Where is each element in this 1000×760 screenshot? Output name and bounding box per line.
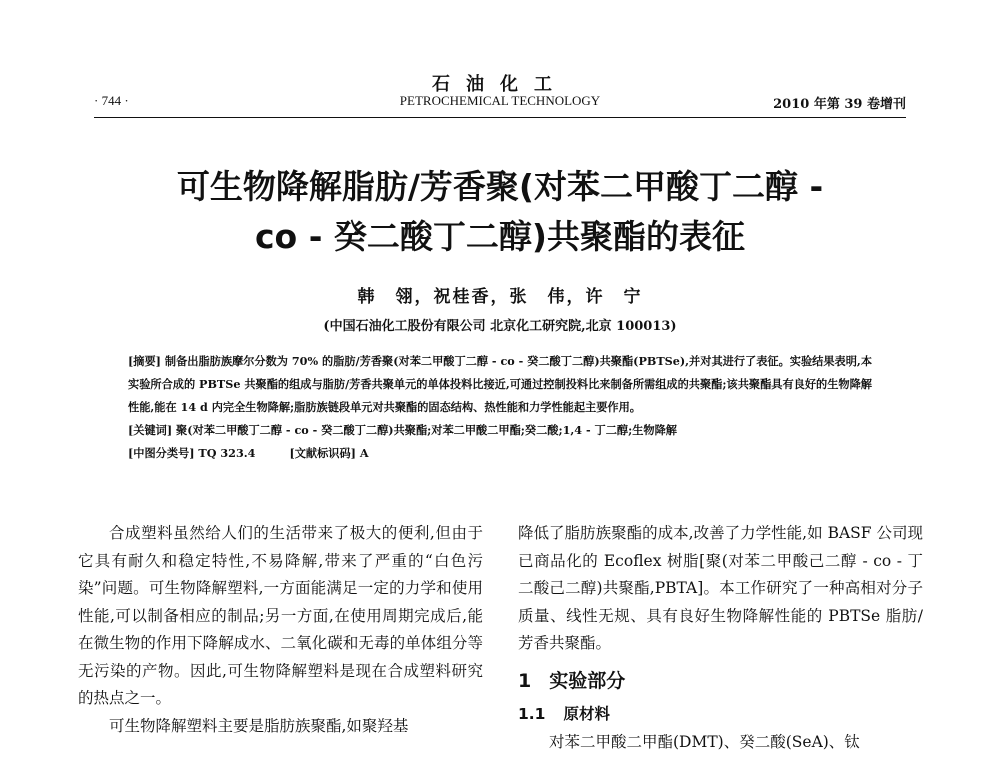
body-paragraph: 对苯二甲酸二甲酯(DMT)、癸二酸(SeA)、钛 <box>549 732 860 751</box>
abstract <box>128 350 872 419</box>
journal-title-en: PETROCHEMICAL TECHNOLOGY <box>399 93 601 108</box>
header-rule <box>94 117 906 118</box>
doccode-text: A <box>355 446 369 460</box>
subsection-title: 原材料 <box>563 705 610 723</box>
title-line-1: 可生物降解脂肪/芳香聚(对苯二甲酸丁二醇 - <box>176 167 824 206</box>
keywords-text: 聚(对苯二甲酸丁二醇 - co - 癸二酸丁二醇)共聚酯;对苯二甲酸二甲酯;癸二酸;1,4 - 丁二醇;生物降解 <box>172 423 677 437</box>
article-title <box>0 162 1000 262</box>
body-paragraph: 合成塑料虽然给人们的生活带来了极大的便利,但由于它具有耐久和稳定特性,不易降解,带来了严重的“白色污染”问题。可生物降解塑料,一方面能满足一定的力学和使用性能,可以制备相应的制品;另一方面,在使用周期完成后,能在微生物的作用下降解成水、二氧化碳和无毒的单体组分等无污染的产物。因此,可生物降解塑料是现在合成塑料研究的热点之一。 <box>78 524 483 707</box>
abstract-label: [摘要] <box>128 354 161 368</box>
section-title: 实验部分 <box>549 669 626 692</box>
classification <box>128 442 872 465</box>
body-column-left <box>78 520 483 740</box>
abstract-text: 制备出脂肪族摩尔分数为 70% 的脂肪/芳香聚(对苯二甲酸丁二醇 - co - 癸二酸丁二醇)共聚酯(PBTSe),并对其进行了表征。实验结果表明,本实验所合成的 PBTSe 共聚酯的组成与脂肪/芳香共聚单元的单体投料比接近,可通过控制投料比来制备所需组成的共聚酯;该共聚酯具有良好的生物降解性能,能在 14 d 内完全生物降解;脂肪族链段单元对共聚酯的固态结构、热性能和力学性能起主要作用。 <box>128 354 873 414</box>
authors: 韩 翎，祝桂香，张 伟，许 宁 <box>357 287 643 307</box>
keywords <box>128 419 872 442</box>
clc-label: [中图分类号] <box>128 446 195 460</box>
subsection-number: 1.1 <box>518 705 546 723</box>
doccode-label: [文献标识码] <box>289 446 356 460</box>
keywords-label: [关键词] <box>128 423 173 437</box>
body-paragraph: 降低了脂肪族聚酯的成本,改善了力学性能,如 BASF 公司现已商品化的 Ecoflex 树脂[聚(对苯二甲酸己二醇 - co - 丁二酸己二醇)共聚酯,PBTA]。本工作研究了一种高相对分子质量、线性无规、具有良好生物降解性能的 PBTSe 脂肪/芳香共聚酯。 <box>518 524 923 652</box>
abstract-block <box>128 350 872 465</box>
journal-title-cn: 石油化工 <box>432 74 568 95</box>
body-paragraph: 可生物降解塑料主要是脂肪族聚酯,如聚羟基 <box>109 716 409 735</box>
body-column-right <box>518 520 923 756</box>
subsection-heading <box>518 701 923 729</box>
clc-text: TQ 323.4 <box>194 446 256 460</box>
title-line-2: co - 癸二酸丁二醇)共聚酯的表征 <box>255 217 745 256</box>
issue-info: 2010 年第 39 卷增刊 <box>773 97 906 112</box>
affiliation: (中国石油化工股份有限公司 北京化工研究院,北京 100013) <box>323 319 677 334</box>
section-number: 1 <box>518 669 532 692</box>
page-number: · 744 · <box>94 93 129 108</box>
section-heading <box>518 668 923 696</box>
